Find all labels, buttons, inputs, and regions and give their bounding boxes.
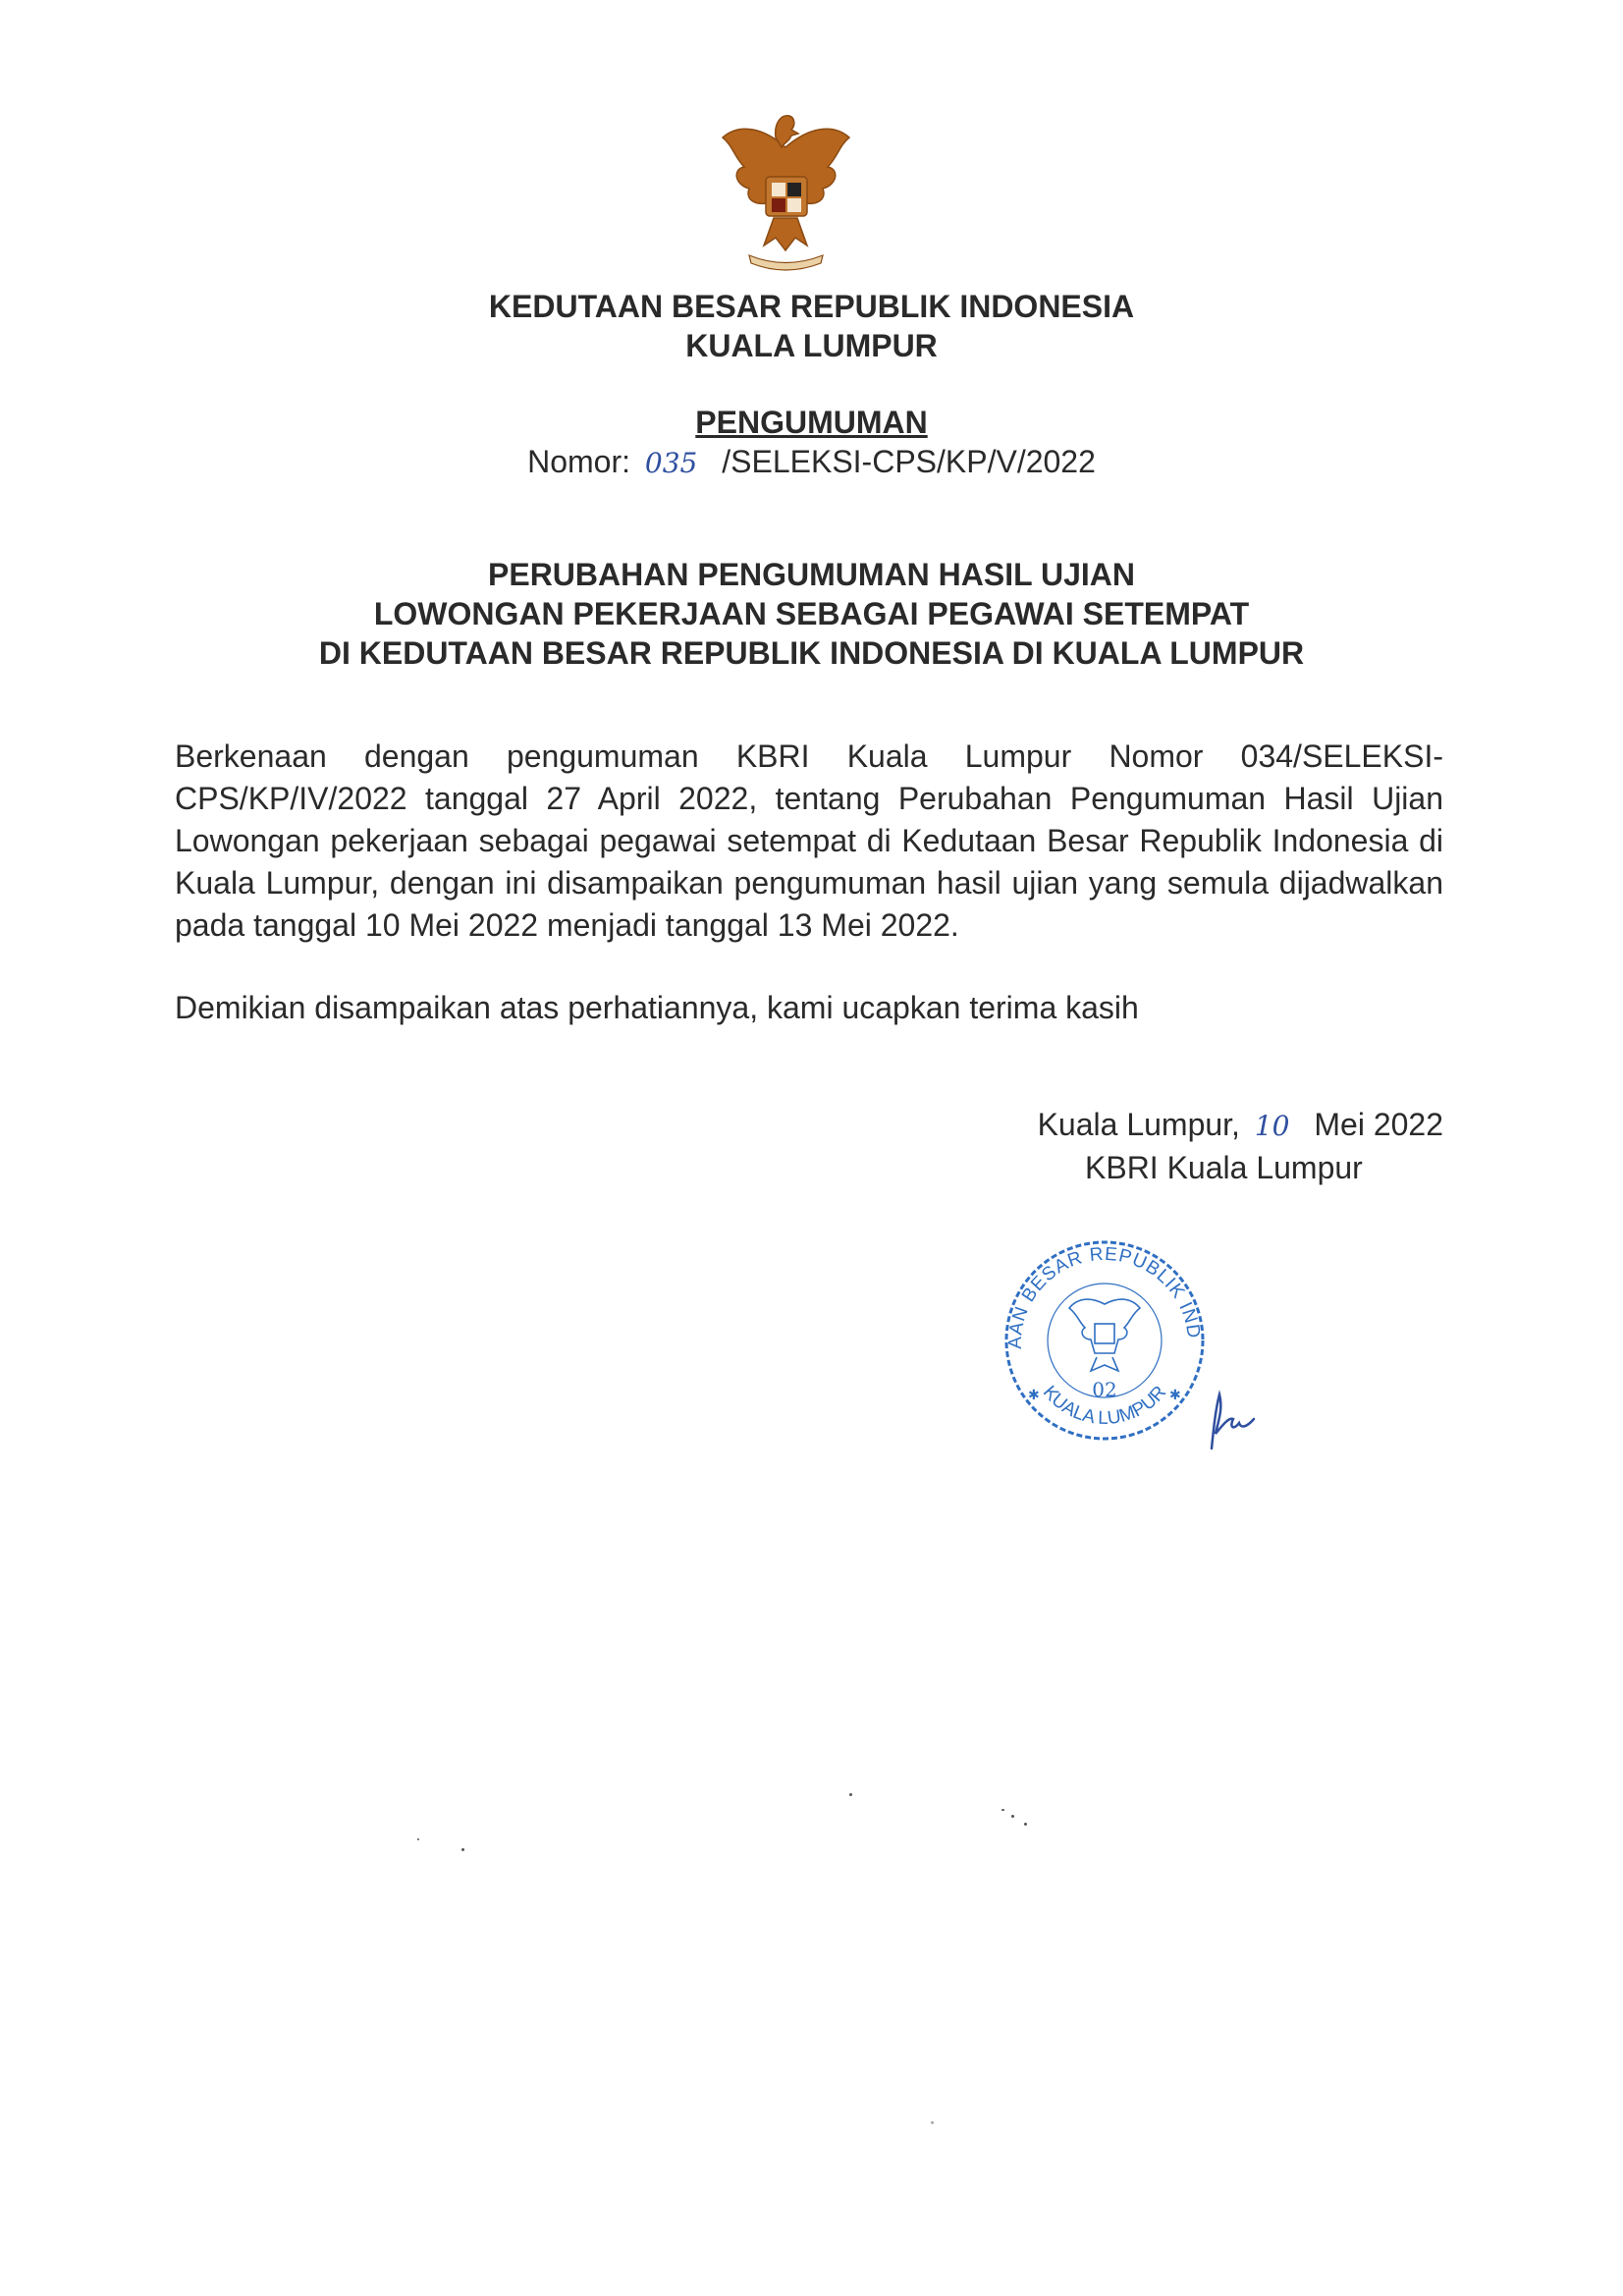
number-label: Nomor:: [527, 444, 631, 479]
subject-line-3: DI KEDUTAAN BESAR REPUBLIK INDONESIA DI KUALA LUMPUR: [318, 635, 1305, 671]
svg-text:KEDUTAAN BESAR REPUBLIK INDONE: AAN BESAR REPUBLIK IND: [1004, 1243, 1205, 1349]
svg-text:02: 02: [1092, 1378, 1117, 1401]
body-paragraph-2: Demikian disampaikan atas perhatiannya, kami ucapkan terima kasih: [175, 990, 1139, 1025]
subject-line-2: LOWONGAN PEKERJAAN SEBAGAI PEGAWAI SETEMPAT: [373, 596, 1250, 631]
agency-header: [0, 287, 1623, 365]
scan-speck: [1011, 1815, 1014, 1818]
body-paragraph-1: Berkenaan dengan pengumuman KBRI Kuala Lumpur Nomor 034/SELEKSI-CPS/KP/IV/2022 tanggal 27 April 2022, tentang Perubahan Pengumuman Hasil Ujian Lowongan pekerjaan sebagai pegawai setempat di Kedutaan Besar Republik Indonesia di Kuala Lumpur, dengan ini disampaikan pengumuman hasil ujian yang semula dijadwalkan pada tanggal 10 Mei 2022 menjadi tanggal 13 Mei 2022.: [175, 738, 1443, 943]
place: Kuala Lumpur,: [1037, 1107, 1240, 1142]
svg-text:✱: ✱: [1169, 1387, 1181, 1402]
svg-text:✱: ✱: [1028, 1387, 1040, 1402]
scan-speck: [1024, 1823, 1027, 1826]
signing-office: KBRI Kuala Lumpur: [1085, 1150, 1363, 1185]
scan-speck: [417, 1838, 419, 1840]
announcement-number: [0, 442, 1623, 483]
announcement-title: PENGUMUMAN: [695, 405, 928, 440]
scan-speck: [1001, 1809, 1004, 1811]
handwritten-initial-icon: [1200, 1380, 1269, 1453]
garuda-emblem-icon: [705, 108, 867, 280]
scan-speck: [849, 1793, 852, 1796]
svg-text:KUALA LUMPUR: KUALA LUMPUR: [1038, 1382, 1171, 1430]
handwritten-day: 10: [1254, 1110, 1290, 1142]
official-seal-stamp-icon: [987, 1228, 1222, 1453]
scan-speck: [931, 2121, 934, 2124]
month-year: Mei 2022: [1314, 1107, 1443, 1142]
announcement-subject: [0, 555, 1623, 673]
agency-name: KEDUTAAN BESAR REPUBLIK INDONESIA: [488, 289, 1135, 324]
subject-line-1: PERUBAHAN PENGUMUMAN HASIL UJIAN: [488, 557, 1135, 592]
agency-city: KUALA LUMPUR: [685, 328, 938, 363]
scan-speck: [461, 1848, 464, 1851]
handwritten-number: 035: [644, 447, 698, 479]
place-and-date: [982, 1103, 1443, 1148]
number-suffix: /SELEKSI-CPS/KP/V/2022: [722, 444, 1096, 479]
